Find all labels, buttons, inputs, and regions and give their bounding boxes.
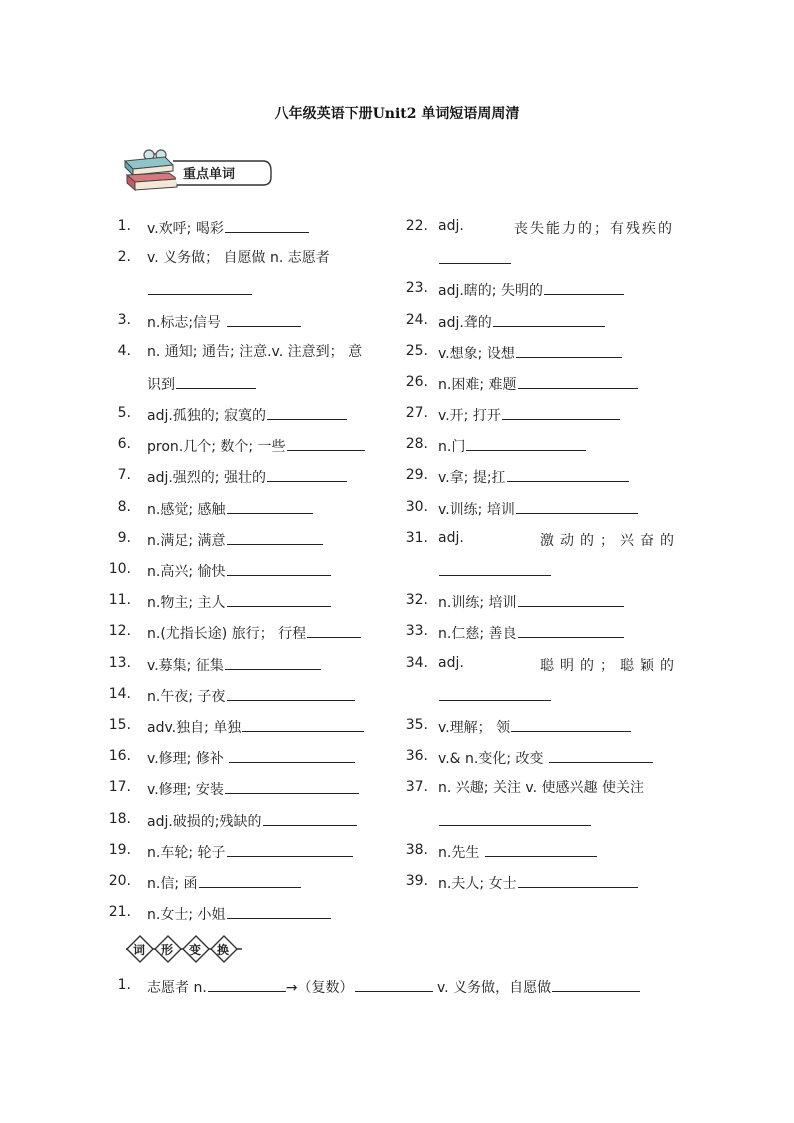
item-text: n.满足; 满意 <box>147 533 226 549</box>
word-item <box>147 530 323 550</box>
answer-blank[interactable] <box>552 977 640 992</box>
word-item <box>438 405 620 425</box>
item-number: 25. <box>405 343 428 359</box>
item-text: 识到 <box>147 377 175 393</box>
item-number: 32. <box>405 592 428 608</box>
item-number: 12. <box>108 623 131 639</box>
word-item <box>438 748 653 768</box>
word-item <box>147 717 364 737</box>
word-item <box>147 779 359 799</box>
word-item <box>147 842 353 862</box>
item-text: adj.瞎的; 失明的 <box>438 283 543 299</box>
item-text: adj.孤独的; 寂寞的 <box>147 408 266 424</box>
answer-blank[interactable] <box>227 686 355 701</box>
item-number: 15. <box>108 717 131 733</box>
item-text: n.训练; 培训 <box>438 595 517 611</box>
item-number: 1. <box>117 977 131 993</box>
word-item <box>438 436 586 456</box>
item-number: 29. <box>405 467 428 483</box>
word-item <box>147 561 331 581</box>
item-text: v.想象; 设想 <box>438 346 515 362</box>
badge-char: 词 <box>133 943 146 957</box>
word-item <box>147 218 309 238</box>
item-text: adj.破损的;残缺的 <box>147 814 262 830</box>
answer-blank[interactable] <box>227 312 301 327</box>
item-text: pron.几个; 数个; 一些 <box>147 439 286 455</box>
item-number: 21. <box>108 904 131 920</box>
item-number: 33. <box>405 623 428 639</box>
answer-blank[interactable] <box>227 499 313 514</box>
answer-blank[interactable] <box>544 280 624 295</box>
word-item <box>438 623 624 643</box>
item-text: n.困难; 难题 <box>438 377 517 393</box>
word-item <box>438 686 551 706</box>
answer-blank[interactable] <box>485 842 597 857</box>
word-item <box>438 343 622 363</box>
word-forms-section-badge <box>124 933 244 965</box>
answer-blank[interactable] <box>516 343 622 358</box>
item-text: n.先生 <box>438 845 484 861</box>
item-number: 38. <box>405 842 428 858</box>
answer-blank[interactable] <box>507 467 629 482</box>
word-item <box>438 655 680 675</box>
item-text: v.理解； 领 <box>438 720 511 736</box>
word-item <box>438 249 511 269</box>
answer-blank[interactable] <box>511 717 631 732</box>
item-number: 19. <box>108 842 131 858</box>
item-text: 志愿者 n. <box>147 980 207 996</box>
item-number: 8. <box>117 499 131 515</box>
answer-blank[interactable] <box>242 717 364 732</box>
item-number: 22. <box>405 218 428 234</box>
answer-blank[interactable] <box>227 904 331 919</box>
item-text: n.感觉; 感触 <box>147 502 226 518</box>
answer-blank[interactable] <box>148 280 252 295</box>
item-text: v.拿; 提;扛 <box>438 470 506 486</box>
word-item <box>147 655 321 675</box>
transform-item <box>147 977 640 997</box>
answer-blank[interactable] <box>493 312 605 327</box>
word-item <box>147 873 301 893</box>
word-item <box>147 405 347 425</box>
item-number: 26. <box>405 374 428 390</box>
item-text: adj.聋的 <box>438 315 492 331</box>
answer-blank[interactable] <box>439 686 551 701</box>
answer-blank[interactable] <box>227 842 353 857</box>
answer-blank[interactable] <box>502 405 620 420</box>
word-item <box>147 623 361 643</box>
answer-blank[interactable] <box>225 218 309 233</box>
answer-blank[interactable] <box>229 748 355 763</box>
word-item <box>147 811 357 831</box>
word-item <box>147 280 252 300</box>
answer-blank[interactable] <box>518 374 638 389</box>
answer-blank[interactable] <box>518 873 638 888</box>
item-number: 39. <box>405 873 428 889</box>
item-number: 23. <box>405 280 428 296</box>
word-item <box>147 312 301 332</box>
badge-char: 换 <box>217 943 230 957</box>
item-number: 6. <box>117 436 131 452</box>
word-item <box>147 904 331 924</box>
word-item <box>438 218 674 238</box>
item-text: adj. <box>438 218 464 234</box>
item-text: n.午夜; 子夜 <box>147 689 226 705</box>
word-item <box>147 686 355 706</box>
item-text: n. 通知; 通告; 注意.v. 注意到； 意 <box>147 344 363 360</box>
item-number: 35. <box>405 717 428 733</box>
item-number: 2. <box>117 249 131 265</box>
word-item <box>147 436 365 456</box>
answer-blank[interactable] <box>267 467 347 482</box>
item-text: n.门 <box>438 439 466 455</box>
item-text: adv.独自; 单独 <box>147 720 242 736</box>
word-item <box>438 312 605 332</box>
word-item <box>438 280 624 300</box>
item-text: adj. <box>438 655 464 671</box>
item-number: 16. <box>108 748 131 764</box>
item-number: 14. <box>108 686 131 702</box>
item-text: v.募集; 征集 <box>147 658 224 674</box>
answer-blank[interactable] <box>227 561 331 576</box>
item-text: v.训练; 培训 <box>438 502 515 518</box>
item-number: 18. <box>108 811 131 827</box>
item-number: 1. <box>117 218 131 234</box>
item-number: 20. <box>108 873 131 889</box>
item-text: n.标志;信号 <box>147 315 226 331</box>
word-item <box>147 592 331 612</box>
item-number: 9. <box>117 530 131 546</box>
item-text: n.(尤指长途) 旅行； 行程 <box>147 626 307 642</box>
item-text: n.仁慈; 善良 <box>438 626 517 642</box>
word-item <box>438 842 597 862</box>
answer-blank[interactable] <box>227 530 323 545</box>
item-number: 24. <box>405 312 428 328</box>
answer-blank[interactable] <box>227 592 331 607</box>
word-item <box>438 873 638 893</box>
answer-blank[interactable] <box>518 623 624 638</box>
word-item <box>147 374 256 394</box>
answer-blank[interactable] <box>516 499 638 514</box>
item-text: n.夫人; 女士 <box>438 876 517 892</box>
answer-blank[interactable] <box>549 748 653 763</box>
item-number: 13. <box>108 655 131 671</box>
answer-blank[interactable] <box>287 436 365 451</box>
word-item <box>438 499 638 519</box>
item-text: n. 兴趣; 关注 v. 使感兴趣 使关注 <box>438 780 644 796</box>
item-number: 4. <box>117 343 131 359</box>
word-item <box>438 592 624 612</box>
answer-blank[interactable] <box>439 249 511 264</box>
item-number: 31. <box>405 530 428 546</box>
item-text: v. 义务做； 自愿做 n. 志愿者 <box>147 250 330 266</box>
item-text: 聪明的；聪颖的 <box>540 658 680 674</box>
item-number: 28. <box>405 436 428 452</box>
answer-blank[interactable] <box>263 811 357 826</box>
answer-blank[interactable] <box>466 436 586 451</box>
answer-blank[interactable] <box>199 873 301 888</box>
item-text: v.& n.变化; 改变 <box>438 751 548 767</box>
item-number: 5. <box>117 405 131 421</box>
badge-char: 变 <box>189 943 202 957</box>
word-item <box>438 467 629 487</box>
word-item <box>147 748 355 768</box>
item-text: 激动的；兴奋的 <box>540 533 680 549</box>
word-item <box>438 530 680 550</box>
item-text: v. 义务做，自愿做 <box>436 980 552 996</box>
item-number: 11. <box>108 592 131 608</box>
item-number: 10. <box>108 561 131 577</box>
badge-char: 形 <box>161 943 174 957</box>
answer-blank[interactable] <box>355 977 433 992</box>
item-number: 34. <box>405 655 428 671</box>
answer-blank[interactable] <box>439 561 551 576</box>
item-text: 丧失能力的；有残疾的 <box>514 221 674 237</box>
item-number: 17. <box>108 779 131 795</box>
item-text: v.开; 打开 <box>438 408 501 424</box>
item-text: n.女士; 小姐 <box>147 907 226 923</box>
answer-blank[interactable] <box>439 811 591 826</box>
answer-blank[interactable] <box>176 374 256 389</box>
item-text: adj. <box>438 530 464 546</box>
key-words-label: 重点单词 <box>183 167 236 182</box>
word-item <box>438 561 551 581</box>
page-title: 八年级英语下册Unit2 单词短语周周清 <box>274 106 520 122</box>
item-text: n.车轮; 轮子 <box>147 845 226 861</box>
word-item <box>438 717 631 737</box>
item-text: v.修理; 修补 <box>147 751 229 767</box>
word-item <box>438 374 638 394</box>
item-number: 27. <box>405 405 428 421</box>
item-number: 3. <box>117 312 131 328</box>
item-text: v.欢呼; 喝彩 <box>147 221 224 237</box>
answer-blank[interactable] <box>208 977 286 992</box>
answer-blank[interactable] <box>267 405 347 420</box>
key-words-section-badge <box>123 147 273 192</box>
item-text: adj.强烈的; 强壮的 <box>147 470 266 486</box>
word-item <box>147 467 347 487</box>
item-text: n.高兴; 愉快 <box>147 564 226 580</box>
answer-blank[interactable] <box>225 655 321 670</box>
answer-blank[interactable] <box>307 623 361 638</box>
word-item <box>438 811 591 831</box>
item-text: n.物主; 主人 <box>147 595 226 611</box>
word-item <box>147 499 313 519</box>
item-number: 30. <box>405 499 428 515</box>
item-number: 37. <box>405 779 428 795</box>
answer-blank[interactable] <box>518 592 624 607</box>
item-text: →（复数） <box>285 980 354 996</box>
item-text: n.信; 函 <box>147 876 198 892</box>
answer-blank[interactable] <box>225 779 359 794</box>
item-number: 7. <box>117 467 131 483</box>
item-text: v.修理; 安装 <box>147 782 224 798</box>
item-number: 36. <box>405 748 428 764</box>
